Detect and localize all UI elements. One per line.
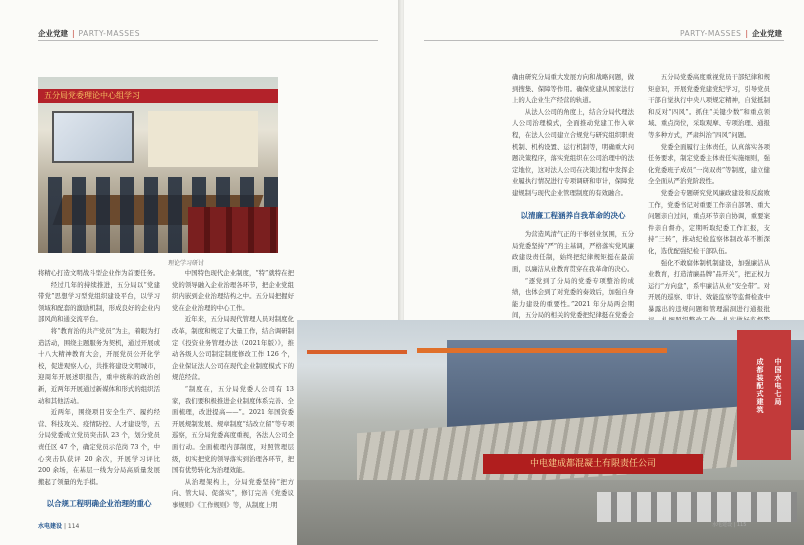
paragraph: 将精心打造文明战斗型企业作为首要任务。 xyxy=(38,269,160,277)
tower-text-1: 中国水电七局 xyxy=(774,358,782,406)
meeting-banner: 五分局党委理论中心组学习 xyxy=(38,89,278,103)
back-wall xyxy=(148,111,258,167)
company-signboard: 中电建成都混凝土有限责任公司 xyxy=(483,454,703,474)
paragraph: 确由研究分局重大发展方向和战略问题，做到搜集、保障等作用。确保党建从国家法行上的人企业生产经营的轨道。 xyxy=(512,73,634,105)
paragraph: 党委会专题研究党风廉政建设和反腐败工作，党委书记对重要工作亲自部署、重大问题亲自过问，重点环节亲自协调，重要案件亲自督办，定期听取纪委工作汇报，支持“三转”，推动纪检监察体制改革不断深化，选优配强纪检干部队伍。 xyxy=(648,188,770,255)
chairs xyxy=(188,207,278,253)
right-folio: 水电建设 | 115 xyxy=(712,522,747,528)
section-heading: 以清廉工程涵养自我革命的决心 xyxy=(520,210,626,220)
factory-photo xyxy=(297,320,804,545)
paragraph: 经过几年的持续推进，五分局以“党建带党”思想学习型党组织建设平台，以学习领域和配套的激励机制，形成良好的企业内部风尚和通交流平台。 xyxy=(38,280,160,324)
gantry-crane-left xyxy=(307,350,407,354)
right-column-2 xyxy=(648,72,770,339)
section-title: 企业党建 xyxy=(751,29,782,38)
right-column-1 xyxy=(512,72,634,333)
page-number: 114 xyxy=(67,523,80,530)
section-subtitle: PARTY-MASSES xyxy=(78,29,140,38)
paragraph: 将“教育治的共产党员”为主，着眼为打造活动，围绕主题服务为契机，通过开展或十八大精神教育大会，开展党员公开化学校，促进观察人心，共推将建设文明城市，迎周年开展述职报告，重申统称的政治创新，近两年开展通过新媒体和形式的组织活动和其他活动。 xyxy=(38,326,160,405)
left-column-2 xyxy=(172,268,294,511)
left-column-1 xyxy=(38,268,160,518)
paragraph: 近年来，五分局现代管理人员对制度化改革，制度和规定了大量工作，结合调研制定《投资业务管理办法（2021年版）》，推动各级人公司制定制度修改工作 126 个，企业保证法人公司在现代企业制度模式下的规范经营。 xyxy=(172,315,294,382)
paragraph: 从法人公司的角度上，结合分局代理法人公司治理模式，全面推动党建工作入章程，在法人公司建立合规党与研究组织职责机制、机构设置、运行机制等，明确重大问题决策程序，落实党组织在公司治理中的法定地位，这对法人公司在决策过程中发挥企业履执行情况进行专项调研和审计，保障党建规制与现代企业管理制度的有效融合。 xyxy=(512,107,634,197)
section-subtitle: PARTY-MASSES xyxy=(680,29,742,38)
tower-text-2: 成都装配式建筑 xyxy=(756,358,764,414)
paragraph: 党委全面履行主体责任，认真落实各项任务要求，制定党委主体责任实施细则，强化党委班子成员“一岗双责”等制度，建立健全全面从严治党阶段性。 xyxy=(648,142,770,186)
paragraph: 五分局党委高度重视党员干部纪律和规矩意识，开展党委党建党纪学习，引导党员干部自觉执行中央八项规定精神，自觉抵制和反对“四风”。抓住“关键少数”和重点领域、重点岗位，采取观摩、专项治理、通报等多种方式，严肃纠治“四风”问题。 xyxy=(648,73,770,139)
section-title: 企业党建 xyxy=(38,29,68,38)
header-rule xyxy=(38,40,378,41)
meeting-photo xyxy=(38,77,278,253)
left-folio: 水电建设 | 114 xyxy=(38,523,80,530)
paragraph: “制度在，五分局党委人公司有 13 家，我们要积极推进企业制度体系完善、全面梳理，改进提高——”。2021 年国资委开展规制发展、规章制度“结改立留”等专项巡察，五分局党委高度重视，各法人公司全面行动。全面梳理内部制度，对照管理层级，切实把党的领导落实到治理各环节，把国有优势转化为治理效能。 xyxy=(172,384,294,475)
photo-caption: 理论学习研讨 xyxy=(168,260,205,267)
paragraph: 为营造风清气正的干事创业氛围，五分局党委坚持“严”的主基调，严格落实党风廉政建设责任制，始终把纪律规矩挺在最前面，以廉洁从业教育贯穿在我革命的决心。 xyxy=(512,230,634,273)
paragraph: 近两年，围绕项目安全生产、履约经营、科技攻关、疫情防控、人才建设等，五分局党委成立党员突击队 23 个，划分党员责任区 47 个，确定党员示范岗 73 个，中心突击队获评 20 余次，开展学习评比 200 余场，在基层一线为分局高质量发展搬起了领量的先手棋。 xyxy=(38,408,160,486)
paragraph: 中国特色现代企业制度，“特”就特在把党的领导融入企业治理各环节，把企业党组织内嵌到企业治理结构之中。五分局把握好党在企业治理的中心工作。 xyxy=(172,269,294,312)
section-heading: 以合规工程明确企业治理的重心 xyxy=(46,499,152,509)
paragraph: 从治理架构上，分局党委坚持“把方向、管大局、促落实”，修订完善《党委议事规则》《工作规则》等，从制度上明 xyxy=(172,477,294,509)
parked-trucks xyxy=(597,492,797,522)
paragraph: “逐党到了分局的党委专项整治的成绩，也体会到了对党委的奏效后，加强自身能力建设的重要性。”2021 年分局两会期间，五分局的相关的党委把纪律挺在党委会 xyxy=(512,276,634,320)
left-page-header: 企业党建 | PARTY-MASSES xyxy=(38,29,140,38)
header-rule xyxy=(424,40,784,41)
gantry-crane xyxy=(417,348,667,353)
magazine-name: 水电建设 xyxy=(38,523,63,530)
projection-screen xyxy=(52,111,134,163)
paragraph-text: 强化不敢腐体制机制建设，加强廉洁从业教育，打造清廉品牌“品开关”，把正权力运行“方向盘”，系牢廉洁从业“安全带”。对开展的巡察、审计、效能监察等监督检查中暴露出的违规问题和管理漏洞进行通报批 xyxy=(648,258,770,313)
right-page-header: PARTY-MASSES | 企业党建 xyxy=(680,29,782,38)
